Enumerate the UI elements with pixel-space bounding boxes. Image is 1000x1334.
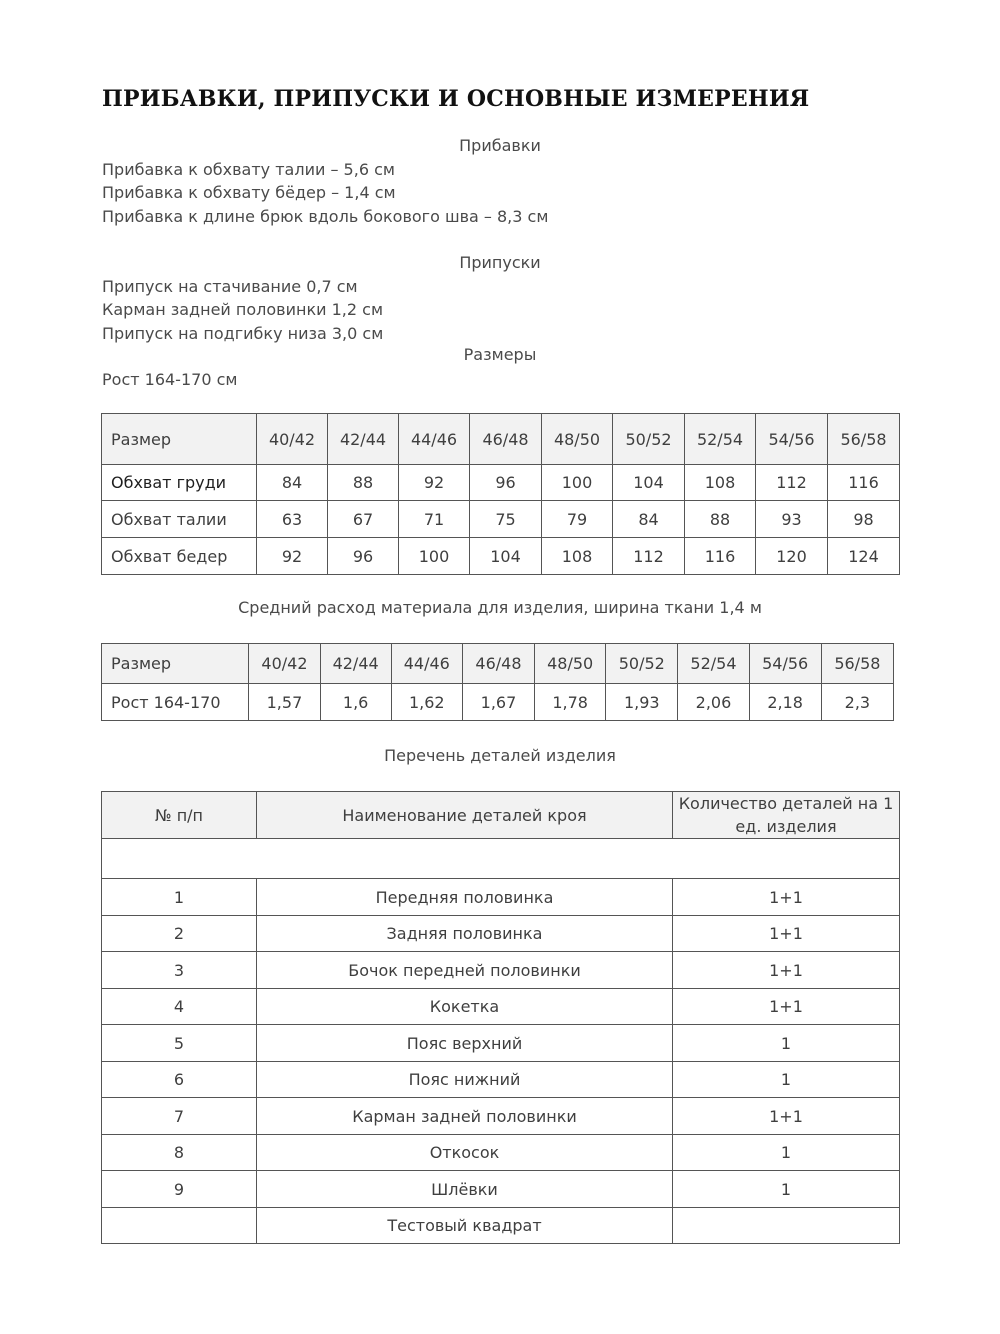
part-num: 6 [102,1062,257,1098]
table-row [102,1098,900,1135]
size-header-cell: 52/54 [678,644,749,684]
part-name: Пояс верхний [257,1025,673,1062]
table-cell: 108 [685,465,756,501]
row-label: Обхват груди [102,465,257,501]
table-cell: 92 [257,538,328,575]
table-row [102,1135,900,1171]
part-name: Шлёвки [257,1171,673,1208]
consumption-table [101,643,894,721]
part-num: 9 [102,1171,257,1208]
consumption-heading: Средний расход материала для изделия, ширина ткани 1,4 м [238,598,762,617]
size-header-cell: 46/48 [470,414,542,465]
part-num: 5 [102,1025,257,1062]
part-num: 4 [102,989,257,1025]
part-qty: 1+1 [673,989,900,1025]
table-cell: 104 [613,465,685,501]
part-name: Тестовый квадрат [257,1208,673,1244]
size-header-cell: 52/54 [685,414,756,465]
size-header-cell: 50/52 [606,644,678,684]
size-header-cell: 44/46 [391,644,462,684]
table-row [102,989,900,1025]
size-header-cell: 48/50 [542,414,613,465]
table-cell: 84 [613,501,685,538]
part-num: 8 [102,1135,257,1171]
part-num: 3 [102,952,257,989]
table-cell: 67 [328,501,399,538]
table-cell: 116 [685,538,756,575]
part-name: Бочок передней половинки [257,952,673,989]
part-qty: 1+1 [673,952,900,989]
size-header-cell: 50/52 [613,414,685,465]
table-cell: 120 [756,538,828,575]
size-header-cell: 54/56 [749,644,821,684]
parts-spacer-row [102,839,900,879]
sizes-heading: Размеры [463,345,537,364]
size-header-cell: 48/50 [535,644,606,684]
table-cell: 2,18 [749,684,821,721]
table-row [102,684,894,721]
table-row [102,538,900,575]
empty-cell [102,839,900,879]
seam-item: Припуск на стачивание 0,7 см [102,277,358,296]
allowance-item: Прибавка к длине брюк вдоль бокового шва – 8,3 см [102,206,549,226]
row-label: Рост 164-170 [102,684,249,721]
size-table [101,413,900,575]
parts-heading: Перечень деталей изделия [384,746,616,765]
table-cell: 2,3 [821,684,893,721]
table-cell: 75 [470,501,542,538]
table-row [102,465,900,501]
part-name: Карман задней половинки [257,1098,673,1135]
table-row [102,879,900,916]
parts-header-qty: Количество деталей на 1 ед. изделия [673,792,900,839]
part-qty: 1 [673,1025,900,1062]
size-header-cell: 40/42 [249,644,320,684]
size-header-cell: 46/48 [462,644,534,684]
table-cell: 71 [399,501,470,538]
allowance-item: Прибавка к обхвату талии – 5,6 см [102,160,395,179]
part-num: 7 [102,1098,257,1135]
seams-heading: Припуски [459,253,541,272]
table-cell: 100 [399,538,470,575]
table-cell: 100 [542,465,613,501]
part-qty [673,1208,900,1244]
table-row [102,916,900,952]
table-cell: 88 [328,465,399,501]
part-num [102,1208,257,1244]
size-header-cell: 54/56 [756,414,828,465]
table-cell: 116 [828,465,900,501]
size-header-cell: 56/58 [828,414,900,465]
allowance-item: Прибавка к обхвату бёдер – 1,4 см [102,183,396,203]
seam-item: Карман задней половинки 1,2 см [102,300,384,320]
part-qty: 1 [673,1171,900,1208]
part-name: Пояс нижний [257,1062,673,1098]
part-qty: 1+1 [673,1098,900,1135]
allowances-heading: Прибавки [459,136,541,155]
table-cell: 96 [470,465,542,501]
consumption-header-row [102,644,894,684]
table-row [102,1062,900,1098]
seam-item: Припуск на подгибку низа 3,0 см [102,323,384,343]
size-header-cell: 42/44 [320,644,391,684]
table-cell: 108 [542,538,613,575]
size-header-cell: 44/46 [399,414,470,465]
table-cell: 1,93 [606,684,678,721]
table-cell: 112 [756,465,828,501]
size-header-cell: 56/58 [821,644,893,684]
table-row [102,1025,900,1062]
part-qty: 1 [673,1135,900,1171]
part-name: Кокетка [257,989,673,1025]
table-cell: 98 [828,501,900,538]
consumption-header-label: Размер [102,644,249,684]
part-qty: 1+1 [673,879,900,916]
part-name: Откосок [257,1135,673,1171]
size-header-cell: 42/44 [328,414,399,465]
table-cell: 2,06 [678,684,749,721]
part-num: 1 [102,879,257,916]
row-label: Обхват талии [102,501,257,538]
table-cell: 88 [685,501,756,538]
table-cell: 112 [613,538,685,575]
table-row [102,1208,900,1244]
table-cell: 124 [828,538,900,575]
table-cell: 96 [328,538,399,575]
part-num: 2 [102,916,257,952]
table-row [102,952,900,989]
size-table-header-row [102,414,900,465]
table-cell: 92 [399,465,470,501]
size-header-cell: 40/42 [257,414,328,465]
table-cell: 104 [470,538,542,575]
table-cell: 79 [542,501,613,538]
row-label: Обхват бедер [102,538,257,575]
size-header-label: Размер [102,414,257,465]
allowances-list [102,158,548,228]
table-row [102,501,900,538]
parts-table [101,791,900,1244]
part-qty: 1+1 [673,916,900,952]
height-note: Рост 164-170 см [102,370,238,389]
page-title: ПРИБАВКИ, ПРИПУСКИ И ОСНОВНЫЕ ИЗМЕРЕНИЯ [102,86,810,112]
table-cell: 1,57 [249,684,320,721]
part-name: Передняя половинка [257,879,673,916]
table-cell: 1,67 [462,684,534,721]
parts-header-row [102,792,900,839]
parts-header-name: Наименование деталей кроя [257,792,673,839]
table-cell: 1,62 [391,684,462,721]
table-cell: 1,6 [320,684,391,721]
part-name: Задняя половинка [257,916,673,952]
table-cell: 1,78 [535,684,606,721]
table-cell: 63 [257,501,328,538]
table-cell: 93 [756,501,828,538]
table-cell: 84 [257,465,328,501]
seams-list [102,275,383,345]
parts-header-num: № п/п [102,792,257,839]
table-row [102,1171,900,1208]
part-qty: 1 [673,1062,900,1098]
